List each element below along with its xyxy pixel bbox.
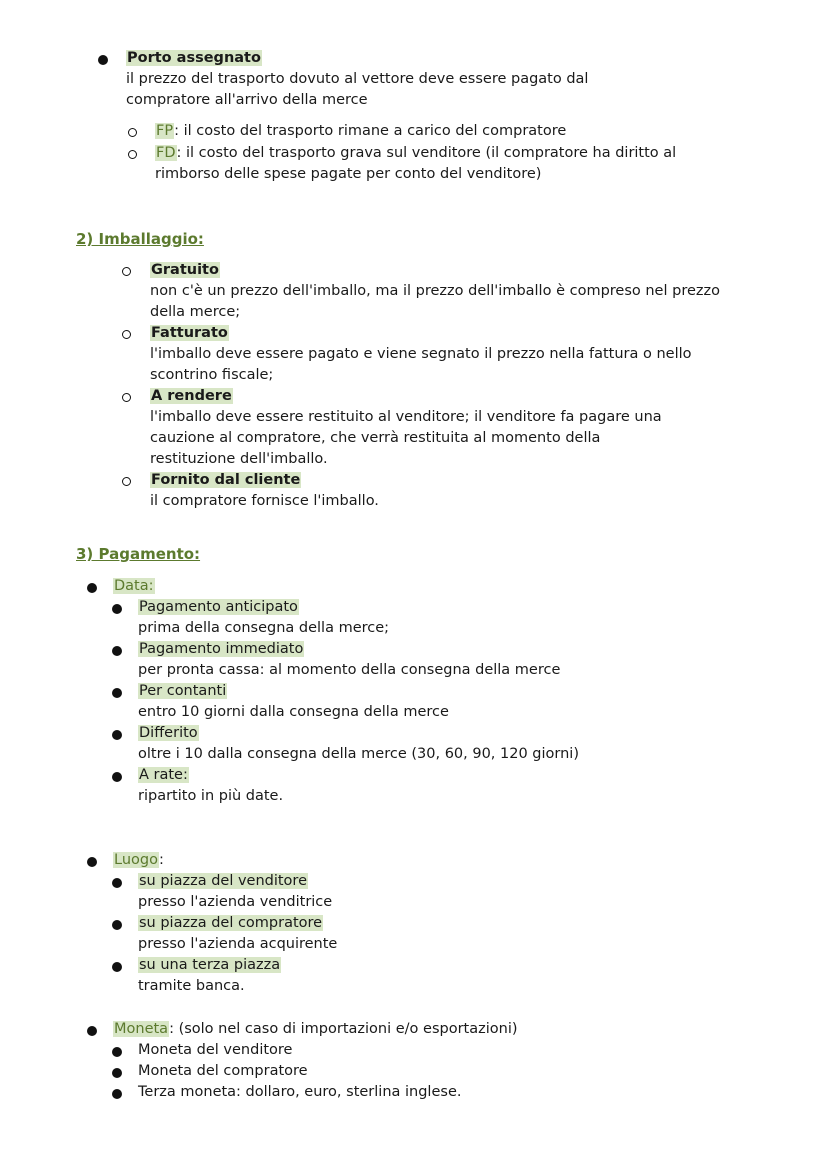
data-item-title: Pagamento immediato: [139, 641, 304, 657]
circle-bullet-icon: [128, 128, 137, 137]
bullet-icon: [87, 1026, 97, 1036]
moneta-label-line: [113, 1019, 518, 1040]
bullet-icon: [112, 688, 122, 698]
bullet-icon: [98, 55, 108, 65]
luogo-item: [138, 955, 281, 997]
luogo-colon: :: [158, 852, 164, 868]
luogo-item-text: presso l'azienda acquirente: [138, 936, 338, 952]
luogo-item-text: presso l'azienda venditrice: [138, 894, 333, 910]
moneta-item: Moneta del venditore: [138, 1042, 293, 1058]
fd-line: [155, 143, 676, 185]
pagamento-heading: 3) Pagamento:: [76, 545, 201, 563]
circle-bullet-icon: [122, 330, 131, 339]
porto-title: Porto assegnato: [127, 50, 261, 66]
imballo-title: Fornito dal cliente: [151, 472, 301, 488]
circle-bullet-icon: [128, 150, 137, 159]
luogo-label: Luogo: [114, 852, 158, 868]
imballo-text: l'imballo deve essere restituito al venditore; il venditore fa pagare una: [150, 409, 662, 425]
data-item-text: entro 10 giorni dalla consegna della merce: [138, 704, 449, 720]
luogo-item-title: su una terza piazza: [139, 957, 281, 973]
imballo-item: [150, 323, 692, 386]
bullet-icon: [112, 772, 122, 782]
data-item-title: Differito: [139, 725, 198, 741]
luogo-item-title: su piazza del compratore: [139, 915, 323, 931]
porto-desc-2: compratore all'arrivo della merce: [126, 92, 368, 108]
data-item-text: oltre i 10 dalla consegna della merce (30, 60, 90, 120 giorni): [138, 746, 579, 762]
data-item-text: ripartito in più date.: [138, 788, 284, 804]
imballo-text: cauzione al compratore, che verrà restituita al momento della: [150, 430, 601, 446]
data-item-title: Pagamento anticipato: [139, 599, 298, 615]
fp-line: [155, 121, 566, 142]
fd-label: FD: [156, 145, 176, 161]
data-item: [138, 681, 449, 723]
bullet-icon: [87, 583, 97, 593]
bullet-icon: [112, 730, 122, 740]
moneta-item: Moneta del compratore: [138, 1063, 308, 1079]
data-item-title: Per contanti: [139, 683, 227, 699]
bullet-icon: [112, 604, 122, 614]
luogo-item-text: tramite banca.: [138, 978, 245, 994]
imballo-title: Fatturato: [151, 325, 228, 341]
data-label-line: [113, 576, 155, 597]
imballo-item: [150, 260, 720, 323]
imballo-item: [150, 386, 662, 470]
data-label: Data:: [114, 578, 154, 594]
imballo-title: Gratuito: [151, 262, 219, 278]
bullet-icon: [112, 962, 122, 972]
imballo-text: scontrino fiscale;: [150, 367, 274, 383]
data-item-text: prima della consegna della merce;: [138, 620, 390, 636]
moneta-label: Moneta: [114, 1021, 169, 1037]
bullet-icon: [112, 1047, 122, 1057]
imballo-text: l'imballo deve essere pagato e viene segnato il prezzo nella fattura o nello: [150, 346, 692, 362]
data-item: [138, 639, 560, 681]
data-item: [138, 723, 579, 765]
bullet-icon: [112, 878, 122, 888]
imballo-item: [150, 470, 379, 512]
luogo-item: [138, 913, 337, 955]
moneta-item: Terza moneta: dollaro, euro, sterlina inglese.: [138, 1084, 462, 1100]
fd-text-1: : il costo del trasporto grava sul venditore (il compratore ha diritto al: [176, 145, 677, 161]
porto-desc-1: il prezzo del trasporto dovuto al vettore deve essere pagato dal: [126, 71, 589, 87]
bullet-icon: [87, 857, 97, 867]
luogo-item: [138, 871, 332, 913]
bullet-icon: [112, 920, 122, 930]
imballaggio-heading: 2) Imballaggio:: [76, 230, 204, 248]
data-item: [138, 597, 389, 639]
imballo-text: non c'è un prezzo dell'imballo, ma il prezzo dell'imballo è compreso nel prezzo: [150, 283, 720, 299]
data-item: [138, 765, 283, 807]
imballo-text: restituzione dell'imballo.: [150, 451, 328, 467]
bullet-icon: [112, 1068, 122, 1078]
fd-text-2: rimborso delle spese pagate per conto del venditore): [155, 166, 542, 182]
data-item-title: A rate:: [139, 767, 188, 783]
luogo-label-line: [113, 850, 164, 871]
porto-block: [126, 48, 588, 111]
imballo-text: della merce;: [150, 304, 241, 320]
circle-bullet-icon: [122, 477, 131, 486]
circle-bullet-icon: [122, 267, 131, 276]
moneta-text: : (solo nel caso di importazioni e/o esportazioni): [169, 1021, 518, 1037]
data-item-text: per pronta cassa: al momento della consegna della merce: [138, 662, 561, 678]
fp-label: FP: [156, 123, 174, 139]
fp-text: : il costo del trasporto rimane a carico del compratore: [174, 123, 567, 139]
imballo-title: A rendere: [151, 388, 232, 404]
circle-bullet-icon: [122, 393, 131, 402]
imballo-text: il compratore fornisce l'imballo.: [150, 493, 379, 509]
bullet-icon: [112, 646, 122, 656]
bullet-icon: [112, 1089, 122, 1099]
luogo-item-title: su piazza del venditore: [139, 873, 307, 889]
